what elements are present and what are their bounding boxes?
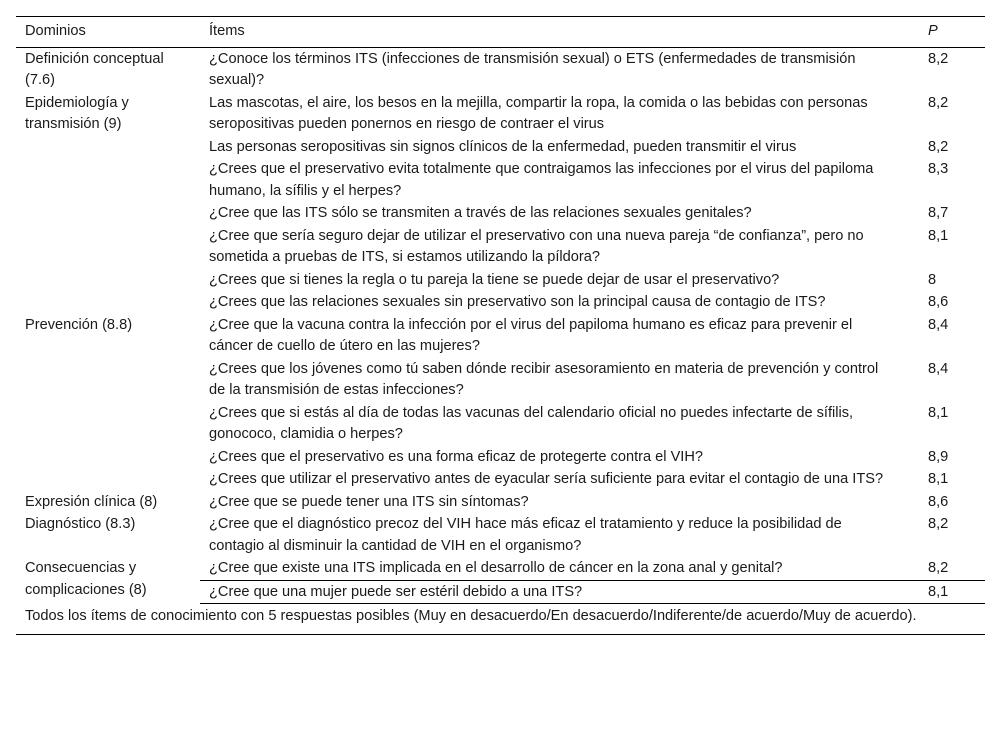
domain-cell: Definición conceptual (7.6) (25, 50, 164, 88)
domain-cell: Diagnóstico (8.3) (25, 516, 136, 532)
p-value-cell: 8,2 (928, 138, 949, 155)
table-row (16, 47, 985, 92)
table-header (16, 17, 985, 48)
item-cell: ¿Cree que el diagnóstico precoz del VIH hace más eficaz el tratamiento y reduce la posibilidad de contagio al disminuir la cantidad de VIH en el organismo? (209, 516, 842, 554)
item-cell: ¿Crees que si estás al día de todas las vacunas del calendario oficial no puedes infectarte de sífilis, gonococo, clamidia o herpes? (209, 404, 854, 442)
item-cell: ¿Cree que se puede tener una ITS sin síntomas? (209, 493, 529, 510)
p-value-cell: 8,6 (928, 493, 949, 510)
domain-cell: Prevención (8.8) (25, 316, 133, 333)
footnote-row (16, 604, 985, 635)
knowledge-items-table (16, 16, 985, 635)
table-footer (16, 604, 985, 635)
p-value-cell: 8,6 (928, 294, 949, 310)
p-value-cell: 8,4 (928, 316, 949, 333)
table-row (16, 491, 985, 514)
table-footnote: Todos los ítems de conocimiento con 5 respuestas posibles (Muy en desacuerdo/En desacuerdo/Indiferente/de acuerdo/Muy de acuerdo). (16, 604, 985, 635)
p-value-cell: 8,2 (928, 516, 949, 532)
table-row (16, 513, 985, 557)
p-value-cell: 8,9 (928, 448, 949, 465)
item-cell: ¿Cree que la vacuna contra la infección por el virus del papiloma humano es eficaz para prevenir el cáncer de cuello de útero en las mujeres? (209, 316, 853, 354)
header-p: P (919, 17, 985, 48)
item-cell: ¿Cree que sería seguro dejar de utilizar el preservativo con una nueva pareja “de confianza”, pero no sometida a pruebas de ITS, si estamos utilizando la píldora? (209, 227, 864, 265)
p-value-cell: 8,1 (928, 471, 949, 487)
p-value-cell: 8,4 (928, 360, 949, 377)
domain-cell: Expresión clínica (8) (25, 493, 158, 510)
p-value-cell: 8,2 (928, 94, 949, 111)
item-cell: ¿Conoce los términos ITS (infecciones de transmisión sexual) o ETS (enfermedades de transmisión sexual)? (209, 50, 856, 88)
p-value-cell: 8,7 (928, 205, 949, 221)
table-row (16, 92, 985, 136)
table-row (16, 557, 985, 580)
item-cell: ¿Cree que existe una ITS implicada en el desarrollo de cáncer en la zona anal y genital? (209, 560, 783, 576)
item-cell: Las personas seropositivas sin signos clínicos de la enfermedad, pueden transmitir el virus (209, 138, 797, 155)
p-value-cell: 8,1 (928, 404, 949, 421)
table-container (16, 16, 985, 635)
table-body (16, 47, 985, 604)
p-value-cell: 8,2 (928, 50, 949, 67)
item-cell: ¿Crees que si tienes la regla o tu pareja la tiene se puede dejar de usar el preservativo? (209, 271, 780, 288)
header-dominios: Dominios (16, 17, 200, 48)
p-value-cell: 8,2 (928, 560, 949, 576)
header-items: Ítems (200, 17, 919, 48)
p-value-cell: 8 (928, 271, 937, 288)
domain-cell: Consecuencias y complicaciones (8) (25, 560, 147, 598)
p-value-cell: 8,1 (919, 580, 985, 604)
item-cell: Las mascotas, el aire, los besos en la mejilla, compartir la ropa, la comida o las bebidas con personas seropositivas pueden ponernos en riesgo de contraer el virus (209, 94, 868, 132)
item-cell: ¿Cree que una mujer puede ser estéril debido a una ITS? (200, 580, 919, 604)
table-row (16, 314, 985, 358)
item-cell: ¿Crees que los jóvenes como tú saben dónde recibir asesoramiento en materia de prevención y control de la transmisión de estas infecciones? (209, 360, 879, 398)
item-cell: ¿Crees que utilizar el preservativo antes de eyacular sería suficiente para evitar el contagio de una ITS? (209, 471, 884, 487)
domain-cell: Epidemiología y transmisión (9) (25, 94, 129, 132)
item-cell: ¿Crees que el preservativo evita totalmente que contraigamos las infecciones por el virus del papiloma humano, la sífilis y el herpes? (209, 161, 874, 199)
header-row (16, 17, 985, 48)
item-cell: ¿Crees que el preservativo es una forma eficaz de protegerte contra el VIH? (209, 448, 704, 465)
p-value-cell: 8,1 (928, 227, 949, 244)
item-cell: ¿Crees que las relaciones sexuales sin preservativo son la principal causa de contagio de ITS? (209, 294, 826, 310)
item-cell: ¿Cree que las ITS sólo se transmiten a través de las relaciones sexuales genitales? (209, 205, 752, 221)
p-value-cell: 8,3 (928, 161, 949, 177)
